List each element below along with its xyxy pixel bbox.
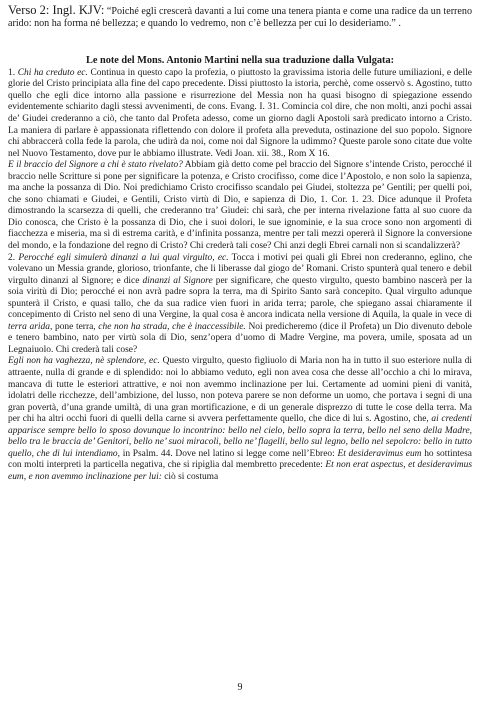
note-4-italic-e: et desideravimus eum,	[8, 460, 473, 482]
note-1-lemma: Chi ha creduto ec.	[17, 67, 88, 78]
note-1-text: Continua in questo capo la profezia, o piuttosto la gravissima istoria delle future umiliazioni, e delle glorie del Cristo principiata alla fine del capo precedente. Dissi piuttosto la istoria, perchè, come osservò s. Agostino, tutto quello che egli dice intorno alla passione e risurrezione del Messia non ha quasi bisogno di spiegazione essendo evidentemente schiarito dagli stessi avvenimenti, de cons. Evang. I. 31. Comincia col dire, che non molti, anzi pochi assai de’ Giudei crederanno a ciò, che tanto dal Profeta adesso, come un giorno dagli Apostoli sarà predicato intorno a Cristo. La maniera di parlare è appassionata riflettendo con dolore il profeta alla preveduta, ostinazione del suo popolo. Signore chi abbraccerà colla fede la parola, che udirà da noi, come noi dal Signore la udimmo? Queste parole sono citate due volte nel Nuovo Testamento, dove pur le abbiamo illustrate. Vedi Joan. xii. 38., Rom X 16.	[8, 67, 472, 159]
note-1	[8, 68, 472, 160]
note-4-italic-c: Et desideravimus eum	[337, 448, 422, 459]
note-3-lemma: Perocché egli simulerà dinanzi a lui qual virgulto, ec.	[18, 252, 229, 263]
note-3-text-c: , pone terra,	[49, 321, 99, 332]
notes-heading: Le note del Mons. Antonio Martini nella sua traduzione dalla Vulgata:	[85, 54, 395, 66]
verse-text: “Poiché egli crescerà davanti a lui come una tenera pianta e come una radice da un terreno arido: non ha forma né bellezza; e quando lo vedremo, non c’è bellezza per cui lo desideriamo.” .	[8, 6, 472, 30]
note-2-lemma: E il braccio del Signore a chi è stato rivelato?	[8, 160, 183, 171]
note-3-italic-c: terra arida	[8, 321, 50, 332]
note-2-text: Abbiam già detto come pel braccio del Signore s’intende Cristo, perocché il braccio nelle Scritture si pone per significare la potenza, e Cristo crocifisso, come dice l’Apostolo, e non solo la sapienza, ma anche la possanza di Dio. Noi predichiamo Cristo crocifisso scandalo pei Giudei, stoltezza pe’ Gentili; per quelli poi, che sono chiamati e Giudei, e Gentili, Cristo virtù di Dio, e sapienza di Dio, 1. Cor. 1. 23. Dice adunque il Profeta dimostrando la scarsezza di quelli, che crederanno tra’ Giudei: chi sarà, che per interna rivelazione fatta al suo cuore da Dio conosca, che Cristo è la possanza di Dio, che i suoi dolori, le sue ignominie, e la sua croce sono non argomenti di fiacchezza e miseria, ma sì di estrema carità, e d’infinita possanza, mentre per tali mezzi opererà il Signore la conversione del mondo, e la fondazione del regno di Cristo? Chi crederà tali cose? Chi anzi degli Ebrei carnali non si scandalizzerà?	[8, 160, 472, 252]
verse-quote	[8, 4, 472, 31]
notes-body	[8, 68, 472, 484]
page-number: 9	[237, 682, 243, 693]
note-3-text-b: per significare, che questo virgulto, questo bambino nascerà per la soia viritù di Dio; perocché ei non avrà padre sopra la terra, ma di Spirito Santo sarà concepito. Qual virgulto adunque spunterà il Cristo, e quasi tallo, che da sua radice vien fuori in arida terra; parole, che spiegano assai chiaramente il concepimento di Cristo nel seno di una Vergine, la qual cosa è ancora indicata nella versione di Aquila, la quale in vece di	[8, 275, 472, 321]
note-1-number: 1.	[8, 67, 18, 78]
note-4-text-b: in Psalm. 44. Dove nel latino si legge come nell’Ebreo:	[120, 448, 338, 459]
note-4-italic-d: Et non erat aspectus,	[325, 460, 406, 471]
note-3-text-a: Tocca i motivi pei quali gli Ebrei non crederanno, eglino, che volevano un Messia grande, glorioso, trionfante, che li liberasse dal giogo de’ Romani. Cristo spunterà qual tenero e debil virgulto dinanzi al Signore; e dice	[8, 252, 473, 286]
verse-label: Verso 2: Ingl. KJV:	[8, 3, 105, 17]
note-3-italic-d: che non ha strada, che è inaccessibile.	[98, 321, 246, 332]
note-4-italic-f: e non avemmo inclinazione per lui:	[28, 471, 162, 482]
note-3-number: 2.	[8, 252, 19, 263]
note-4	[8, 356, 472, 483]
note-3-italic-b: dinanzi al Signore	[142, 275, 213, 286]
note-3	[8, 253, 472, 357]
note-4-italic-b: ai credenti apparisce sempre bello lo sposo dovunque lo incontrino: bello nel cielo, bello sopra la terra, bello nel seno della Madre, bello tra le braccia de’ Genitori, bello ne’ suoi miracoli, bello ne’ flagelli, bello sul legno, bello nel sepolcro: bello in tutto quello, che di lui intendiamo,	[8, 414, 472, 459]
note-3-text-d: Noi predicheremo (dice il Profeta) un Dio divenuto debole e tenero bambino, nato per virtù sola di Dio, senz’opera d’uomo di Madre Vergine, ma povera, umile, sposata ad un Legnaiuolo. Chi crederà tali cose?	[8, 321, 472, 355]
note-4-lemma: Egli non ha vaghezza, nè splendore, ec.	[8, 356, 160, 367]
note-2	[8, 160, 472, 252]
note-4-text-c: ho sottintesa con molti interpreti la particella negativa, che si ripiglia dal membretto precedente:	[8, 448, 472, 471]
note-4-text-f: ciò si costuma	[161, 471, 219, 482]
note-4-text-a: Questo virgulto, questo figliuolo di Maria non ha in tutto il suo esteriore nulla di attraente, nulla di grande e di splendido: noi lo abbiamo veduto, egli non avea cosa che desse all’occhio a chi lo mirava, mancava di tutte le esteriori attrattive, e noi non avemmo inclinazione per lui. Certamente ad uomini pieni di vanità, idolatri delle ricchezze, dell’ambizione, del lusso, non poteva parere se non deforme un uomo, che portava i segni di una gran povertà, d’una grande umiltà, di una gran mortificazione, e di un generale disprezzo di tutte le cose della terra. Ma per chi ha altri occhi fuori di quelli della carne si avvera perfettamente quello, che dice di lui s. Agostino, che,	[8, 356, 472, 425]
